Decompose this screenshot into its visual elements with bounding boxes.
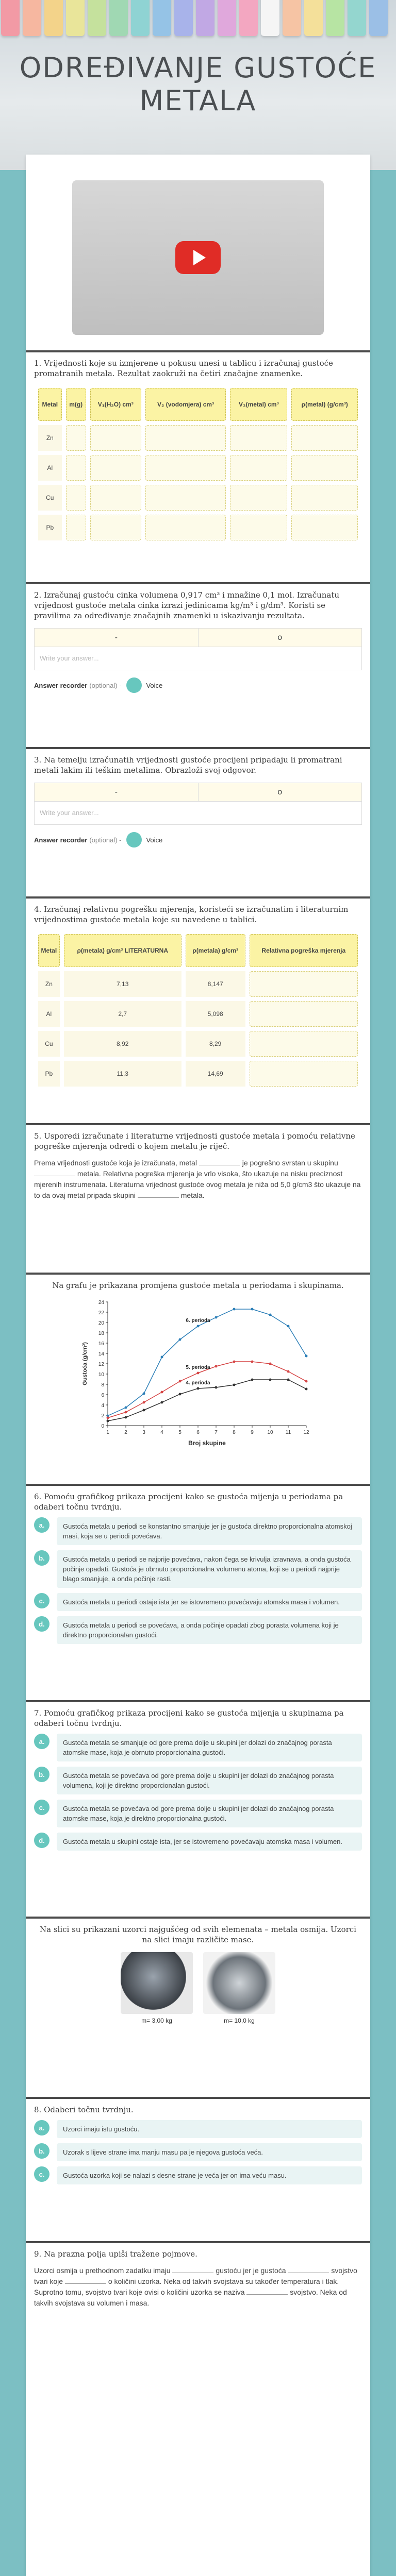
x-tick-label: 9 bbox=[251, 1430, 254, 1435]
data-point bbox=[125, 1416, 127, 1419]
q9-text-4: o količini uzorka. Neka od takvih svojstava su također temperatura i tlak. Suprotno tomu, svojstvo tvari koje ovisi o količini uzorka se naziva bbox=[34, 2277, 339, 2296]
data-point bbox=[215, 1386, 218, 1389]
x-tick-label: 2 bbox=[124, 1430, 127, 1435]
chalk-icon bbox=[44, 0, 63, 36]
data-point bbox=[287, 1370, 290, 1373]
q3-answer-box bbox=[34, 783, 362, 825]
data-point bbox=[161, 1401, 163, 1404]
q6-option-d[interactable] bbox=[34, 1616, 362, 1644]
q4-header: Relativna pogreška mjerenja bbox=[250, 934, 358, 967]
chalk-icon bbox=[109, 0, 128, 36]
q1-header: V₂ (vodomjera) cm³ bbox=[145, 388, 226, 421]
data-point bbox=[233, 1361, 236, 1363]
image-caption: Na slici su prikazani uzorci najgušćeg od svih elemenata – metala osmija. Uzorci na slici imaju različite mase. bbox=[40, 1925, 356, 1944]
q1-row-label: Pb bbox=[38, 515, 62, 540]
series-label: 5. perioda bbox=[186, 1365, 210, 1370]
osmium-sample-large bbox=[203, 1952, 275, 2024]
y-tick-label: 6 bbox=[101, 1393, 104, 1398]
q6-option-b[interactable] bbox=[34, 1550, 362, 1588]
image-label: m= 10,0 kg bbox=[224, 2017, 255, 2024]
q1-answer-cell[interactable] bbox=[291, 455, 358, 481]
question-2-text: 2. Izračunaj gustoću cinka volumena 0,917 cm³ i mnažine 0,1 mol. Izračunatu vrijednost gustoće metala cinka izrazi jedinicama kg/m³ i g/dm³. Koristi se pravilima za određivanje značajnih znamenki u iskazivanju rezultata. bbox=[34, 590, 340, 620]
q1-answer-cell[interactable] bbox=[230, 425, 287, 451]
q5-paragraph bbox=[34, 1158, 362, 1201]
option-letter[interactable]: c. bbox=[34, 2166, 50, 2182]
q4-answer-cell[interactable] bbox=[250, 971, 358, 997]
data-point bbox=[179, 1393, 182, 1396]
q1-header: ρ(metal) (g/cm³) bbox=[291, 388, 358, 421]
option-text[interactable]: Gustoća uzorka koji se nalazi s desne strane je veća jer on ima veću masu. bbox=[57, 2166, 362, 2184]
q9-text-2: gustoću jer je gustoća bbox=[216, 2266, 286, 2275]
q4-metal: Pb bbox=[38, 1061, 60, 1087]
q1-answer-cell[interactable] bbox=[145, 455, 226, 481]
recorder-label: Answer recorder bbox=[34, 681, 88, 689]
option-text[interactable]: Gustoća metala u periodi ostaje ista jer se istovremeno povećavaju atomska masa i volumen. bbox=[57, 1593, 362, 1611]
density-chart-svg bbox=[79, 1297, 317, 1451]
data-point bbox=[269, 1379, 272, 1381]
series-line bbox=[108, 1309, 306, 1416]
series-label: 4. perioda bbox=[186, 1380, 210, 1386]
q5-text-1: Prema vrijednosti gustoće koja je izračunata, metal bbox=[34, 1159, 197, 1167]
option-letter[interactable]: c. bbox=[34, 1593, 50, 1608]
question-5 bbox=[34, 1131, 362, 1201]
chalk-icon bbox=[66, 0, 85, 36]
data-point bbox=[251, 1308, 254, 1311]
q1-header: Metal bbox=[38, 388, 62, 421]
data-point bbox=[143, 1401, 145, 1404]
osmium-image bbox=[203, 1952, 275, 2014]
osmium-images bbox=[121, 1952, 275, 2024]
q9-blank-4[interactable] bbox=[246, 2294, 288, 2295]
data-point bbox=[305, 1380, 308, 1383]
question-3 bbox=[34, 755, 362, 848]
q6-option-c[interactable] bbox=[34, 1593, 362, 1611]
chalk-icon bbox=[1, 0, 20, 36]
option-letter[interactable]: a. bbox=[34, 1517, 50, 1533]
x-tick-label: 8 bbox=[233, 1430, 236, 1435]
data-point bbox=[215, 1365, 218, 1368]
q1-answer-cell[interactable] bbox=[291, 425, 358, 451]
q5-blank-3[interactable] bbox=[138, 1197, 179, 1198]
chalk-icon bbox=[326, 0, 344, 36]
option-letter[interactable]: b. bbox=[34, 1767, 50, 1782]
chalk-icon bbox=[174, 0, 193, 36]
q1-header: V₁(H₂O) cm³ bbox=[90, 388, 141, 421]
q9-text-5: svojstvo. Neka od takvih svojstava su volumen i masa. bbox=[34, 2288, 347, 2307]
q1-row-label: Al bbox=[38, 455, 62, 481]
minus-icon[interactable]: - bbox=[114, 633, 118, 642]
y-tick-label: 24 bbox=[98, 1300, 104, 1306]
data-point bbox=[125, 1411, 127, 1414]
chalk-icon bbox=[196, 0, 214, 36]
chalk-decoration bbox=[0, 0, 396, 36]
video-player[interactable] bbox=[72, 180, 324, 335]
x-tick-label: 7 bbox=[214, 1430, 218, 1435]
q4-calc-value: 14,69 bbox=[186, 1061, 245, 1087]
q5-text-2: je bbox=[242, 1159, 248, 1167]
q4-metal: Zn bbox=[38, 971, 60, 997]
y-tick-label: 18 bbox=[98, 1331, 104, 1336]
q6-option-a[interactable] bbox=[34, 1517, 362, 1545]
data-point bbox=[305, 1388, 308, 1391]
q1-answer-cell[interactable] bbox=[90, 515, 141, 540]
option-letter[interactable]: c. bbox=[34, 1800, 50, 1815]
divider bbox=[26, 1123, 370, 1125]
worksheet bbox=[26, 155, 370, 2576]
x-tick-label: 1 bbox=[106, 1430, 109, 1435]
data-point bbox=[107, 1417, 109, 1419]
q4-lit-value: 11,3 bbox=[64, 1061, 182, 1087]
q4-metal: Cu bbox=[38, 1031, 60, 1057]
q5-text-4: metala. Relativna pogreška mjerenja je vrlo visoka, što ukazuje na nisku preciznost mjerenih instrumenata. Literaturna vrijednost gustoće ovog metala je niža od 5,0 g/cm3 što ukazuje na to da ovaj metal pripada skupini bbox=[34, 1170, 361, 1199]
hero-banner bbox=[0, 0, 396, 170]
option-letter[interactable]: a. bbox=[34, 1734, 50, 1749]
q1-header: V₃(metal) cm³ bbox=[230, 388, 287, 421]
y-tick-label: 14 bbox=[98, 1351, 104, 1357]
q8-option-a[interactable] bbox=[34, 2120, 362, 2138]
question-6 bbox=[34, 1492, 362, 1644]
series-label: 6. perioda bbox=[186, 1318, 210, 1324]
question-9 bbox=[34, 2249, 362, 2309]
y-tick-label: 0 bbox=[101, 1423, 104, 1429]
question-7-text: 7. Pomoću grafičkog prikaza procijeni kako se gustoća mijenja u skupinama pa odaberi točnu tvrdnju. bbox=[34, 1708, 344, 1728]
data-point bbox=[143, 1409, 145, 1412]
data-point bbox=[233, 1308, 236, 1311]
data-point bbox=[197, 1325, 200, 1328]
divider bbox=[26, 1700, 370, 1702]
x-tick-label: 10 bbox=[267, 1430, 273, 1435]
q1-answer-cell[interactable] bbox=[66, 515, 86, 540]
q1-row-label: Cu bbox=[38, 485, 62, 511]
question-9-text: 9. Na prazna polja upiši tražene pojmove. bbox=[34, 2249, 197, 2259]
q1-answer-cell[interactable] bbox=[90, 425, 141, 451]
divider bbox=[26, 582, 370, 584]
y-tick-label: 16 bbox=[98, 1341, 104, 1347]
q9-text-1: Uzorci osmija u prethodnom zadatku imaju bbox=[34, 2266, 171, 2275]
divider bbox=[26, 1484, 370, 1486]
option-text[interactable]: Gustoća metala u periodi se najprije povećava, nakon čega se krivulja izravnava, a onda gustoća počinje opadati. Gustoća je obrnuto proporcionalna volumenu atoma, koji se u periodi najprije blago smanjuje, a onda počinje rasti. bbox=[57, 1550, 362, 1588]
data-point bbox=[161, 1391, 163, 1394]
data-point bbox=[269, 1314, 272, 1316]
option-letter[interactable]: d. bbox=[34, 1833, 50, 1848]
chalk-icon bbox=[23, 0, 41, 36]
play-icon[interactable] bbox=[175, 241, 221, 274]
q7-option-c[interactable] bbox=[34, 1800, 362, 1827]
q4-answer-cell[interactable] bbox=[250, 1001, 358, 1027]
question-1 bbox=[34, 358, 362, 545]
option-text[interactable]: Uzorak s lijeve strane ima manju masu pa je njegova gustoća veća. bbox=[57, 2143, 362, 2161]
data-point bbox=[197, 1372, 200, 1375]
q8-option-b[interactable] bbox=[34, 2143, 362, 2161]
q1-row-label: Zn bbox=[38, 425, 62, 451]
q3-answer-input[interactable]: Write your answer... bbox=[35, 802, 361, 824]
series-line bbox=[108, 1380, 306, 1421]
x-tick-label: 3 bbox=[142, 1430, 145, 1435]
q4-header: ρ(metala) g/cm³ LITERATURNA bbox=[64, 934, 182, 967]
question-3-text: 3. Na temelju izračunatih vrijednosti gustoće procijeni pripadaju li promatrani metali lakim ili teškim metalima. Obrazloži svoj odgovor. bbox=[34, 755, 342, 775]
x-axis-label: Broj skupine bbox=[188, 1439, 226, 1447]
q4-header: Metal bbox=[38, 934, 60, 967]
q1-answer-cell[interactable] bbox=[291, 485, 358, 511]
q1-answer-cell[interactable] bbox=[145, 515, 226, 540]
voice-toggle[interactable] bbox=[126, 832, 142, 848]
y-tick-label: 2 bbox=[101, 1413, 104, 1419]
recorder-optional: (optional) - bbox=[89, 836, 122, 844]
page-title: ODREĐIVANJE GUSTOĆE METALA bbox=[19, 52, 377, 117]
y-tick-label: 20 bbox=[98, 1320, 104, 1326]
question-6-text: 6. Pomoću grafičkog prikaza procijeni kako se gustoća mijenja u periodama pa odaberi točnu tvrdnju. bbox=[34, 1492, 343, 1512]
q1-answer-cell[interactable] bbox=[90, 485, 141, 511]
q2-recorder bbox=[34, 677, 362, 693]
chalk-icon bbox=[239, 0, 258, 36]
q2-answer-box bbox=[34, 628, 362, 670]
x-tick-label: 6 bbox=[196, 1430, 200, 1435]
q9-blank-3[interactable] bbox=[65, 2283, 106, 2284]
q1-answer-cell[interactable] bbox=[145, 485, 226, 511]
q1-answer-cell[interactable] bbox=[66, 455, 86, 481]
q1-header: m(g) bbox=[66, 388, 86, 421]
circle-icon[interactable]: o bbox=[198, 783, 362, 801]
data-point bbox=[251, 1379, 254, 1381]
option-letter[interactable]: b. bbox=[34, 2143, 50, 2159]
data-point bbox=[233, 1384, 236, 1386]
divider bbox=[26, 896, 370, 899]
q1-answer-cell[interactable] bbox=[291, 515, 358, 540]
divider bbox=[26, 1273, 370, 1275]
y-axis-label: Gustoća (g/cm³) bbox=[82, 1342, 88, 1385]
image-label: m= 3,00 kg bbox=[141, 2017, 172, 2024]
chart-intro: Na grafu je prikazana promjena gustoće metala u periodama i skupinama. bbox=[52, 1281, 344, 1290]
q7-option-a[interactable] bbox=[34, 1734, 362, 1761]
data-point bbox=[125, 1406, 127, 1409]
voice-label: Voice bbox=[146, 836, 163, 844]
option-letter[interactable]: d. bbox=[34, 1616, 50, 1632]
q2-answer-input[interactable]: Write your answer... bbox=[35, 647, 361, 670]
option-letter[interactable]: a. bbox=[34, 2120, 50, 2136]
q1-answer-cell[interactable] bbox=[90, 455, 141, 481]
option-letter[interactable]: b. bbox=[34, 1550, 50, 1566]
q1-answer-cell[interactable] bbox=[230, 485, 287, 511]
q9-text-3: svojstvo tvari koje bbox=[34, 2266, 357, 2285]
data-point bbox=[179, 1338, 182, 1341]
q4-lit-value: 8,92 bbox=[64, 1031, 182, 1057]
q4-answer-cell[interactable] bbox=[250, 1031, 358, 1057]
data-point bbox=[287, 1325, 290, 1328]
q4-calc-value: 5,098 bbox=[186, 1001, 245, 1027]
q4-calc-value: 8,147 bbox=[186, 971, 245, 997]
data-point bbox=[197, 1387, 200, 1390]
question-4-text: 4. Izračunaj relativnu pogrešku mjerenja, koristeći se izračunatim i literaturnim vrijednostima gustoće metala koje su navedene u tablici. bbox=[34, 905, 349, 924]
question-1-text: 1. Vrijednosti koje su izmjerene u pokusu unesi u tablicu i izračunaj gustoće promatranih metala. Rezultat zaokruži na četiri značajne znamenke. bbox=[34, 359, 333, 378]
option-text[interactable]: Gustoća metala se povećava od gore prema dolje u skupini jer dolazi do značajnog porasta volumena, koji je direktno proporcionalan gustoći. bbox=[57, 1767, 362, 1794]
chalk-icon bbox=[348, 0, 366, 36]
chalk-icon bbox=[153, 0, 171, 36]
data-point bbox=[179, 1380, 182, 1383]
data-point bbox=[251, 1361, 254, 1363]
q7-option-b[interactable] bbox=[34, 1767, 362, 1794]
question-7 bbox=[34, 1708, 362, 1851]
option-text[interactable]: Uzorci imaju istu gustoću. bbox=[57, 2120, 362, 2138]
q1-answer-cell[interactable] bbox=[66, 485, 86, 511]
minus-icon[interactable]: - bbox=[114, 788, 118, 796]
data-point bbox=[161, 1356, 163, 1359]
option-text[interactable]: Gustoća metala u periodi se povećava, a onda počinje opadati zbog porasta volumena koji je direktno proporcionalan gustoći. bbox=[57, 1616, 362, 1644]
q5-text-3: pogrešno svrstan u skupinu bbox=[250, 1159, 338, 1167]
chalk-icon bbox=[283, 0, 301, 36]
chalk-icon bbox=[304, 0, 323, 36]
osmium-image bbox=[121, 1952, 193, 2014]
data-point bbox=[287, 1379, 290, 1381]
chart-section bbox=[34, 1280, 362, 1451]
chalk-icon bbox=[261, 0, 279, 36]
x-tick-label: 11 bbox=[285, 1430, 291, 1435]
chalk-icon bbox=[88, 0, 106, 36]
recorder-label: Answer recorder bbox=[34, 836, 88, 844]
q4-header: ρ(metala) g/cm³ bbox=[186, 934, 245, 967]
q4-metal: Al bbox=[38, 1001, 60, 1027]
option-text[interactable]: Gustoća metala u skupini ostaje ista, jer se istovremeno povećavaju atomska masa i volumen. bbox=[57, 1833, 362, 1851]
q4-table bbox=[34, 930, 362, 1091]
data-point bbox=[143, 1393, 145, 1395]
q4-lit-value: 7,13 bbox=[64, 971, 182, 997]
q4-answer-cell[interactable] bbox=[250, 1061, 358, 1087]
data-point bbox=[269, 1363, 272, 1365]
image-section bbox=[34, 1924, 362, 2024]
option-text[interactable]: Gustoća metala se povećava od gore prema dolje u skupini jer dolazi do značajnog porasta atomske mase, koja je direktno proporcionalna gustoći. bbox=[57, 1800, 362, 1827]
question-8 bbox=[34, 2105, 362, 2184]
y-tick-label: 22 bbox=[98, 1310, 104, 1316]
divider bbox=[26, 1917, 370, 1919]
question-8-text: 8. Odaberi točnu tvrdnju. bbox=[34, 2105, 134, 2114]
q1-answer-cell[interactable] bbox=[230, 455, 287, 481]
q7-option-d[interactable] bbox=[34, 1833, 362, 1851]
option-text[interactable]: Gustoća metala se smanjuje od gore prema dolje u skupini jer dolazi do značajnog porasta atomske mase, koja je obrnuto proporcionalna gustoći. bbox=[57, 1734, 362, 1761]
y-tick-label: 10 bbox=[98, 1372, 104, 1378]
y-tick-label: 8 bbox=[101, 1382, 104, 1388]
q1-table bbox=[34, 384, 362, 545]
chalk-icon bbox=[131, 0, 150, 36]
osmium-sample-small bbox=[121, 1952, 193, 2024]
q5-text-5: metala. bbox=[180, 1191, 205, 1199]
recorder-optional: (optional) - bbox=[89, 681, 122, 689]
y-tick-label: 4 bbox=[101, 1403, 104, 1409]
voice-toggle[interactable] bbox=[126, 677, 142, 693]
option-text[interactable]: Gustoća metala u periodi se konstantno smanjuje jer je gustoća direktno proporcionalna atomskoj masi, koja se u periodi povećava. bbox=[57, 1517, 362, 1545]
density-chart bbox=[79, 1297, 317, 1451]
divider bbox=[26, 747, 370, 749]
chalk-icon bbox=[218, 0, 236, 36]
data-point bbox=[215, 1316, 218, 1319]
q4-calc-value: 8,29 bbox=[186, 1031, 245, 1057]
q9-paragraph bbox=[34, 2265, 362, 2309]
divider bbox=[26, 350, 370, 352]
data-point bbox=[305, 1355, 308, 1358]
question-2 bbox=[34, 590, 362, 693]
circle-icon[interactable]: o bbox=[198, 629, 362, 647]
y-tick-label: 12 bbox=[98, 1362, 104, 1367]
q1-answer-cell[interactable] bbox=[230, 515, 287, 540]
x-tick-label: 5 bbox=[178, 1430, 182, 1435]
q3-recorder bbox=[34, 832, 362, 848]
question-5-text: 5. Usporedi izračunate i literaturne vrijednosti gustoće metala i pomoću relativne pogreške mjerenja odredi o kojem metalu je riječ. bbox=[34, 1131, 355, 1151]
q1-answer-cell[interactable] bbox=[66, 425, 86, 451]
x-tick-label: 12 bbox=[303, 1430, 309, 1435]
chalk-icon bbox=[369, 0, 388, 36]
divider bbox=[26, 2241, 370, 2243]
x-tick-label: 4 bbox=[160, 1430, 163, 1435]
q8-option-c[interactable] bbox=[34, 2166, 362, 2184]
q4-lit-value: 2,7 bbox=[64, 1001, 182, 1027]
voice-label: Voice bbox=[146, 681, 163, 689]
q1-answer-cell[interactable] bbox=[145, 425, 226, 451]
data-point bbox=[107, 1420, 109, 1422]
question-4 bbox=[34, 904, 362, 1091]
divider bbox=[26, 2097, 370, 2099]
